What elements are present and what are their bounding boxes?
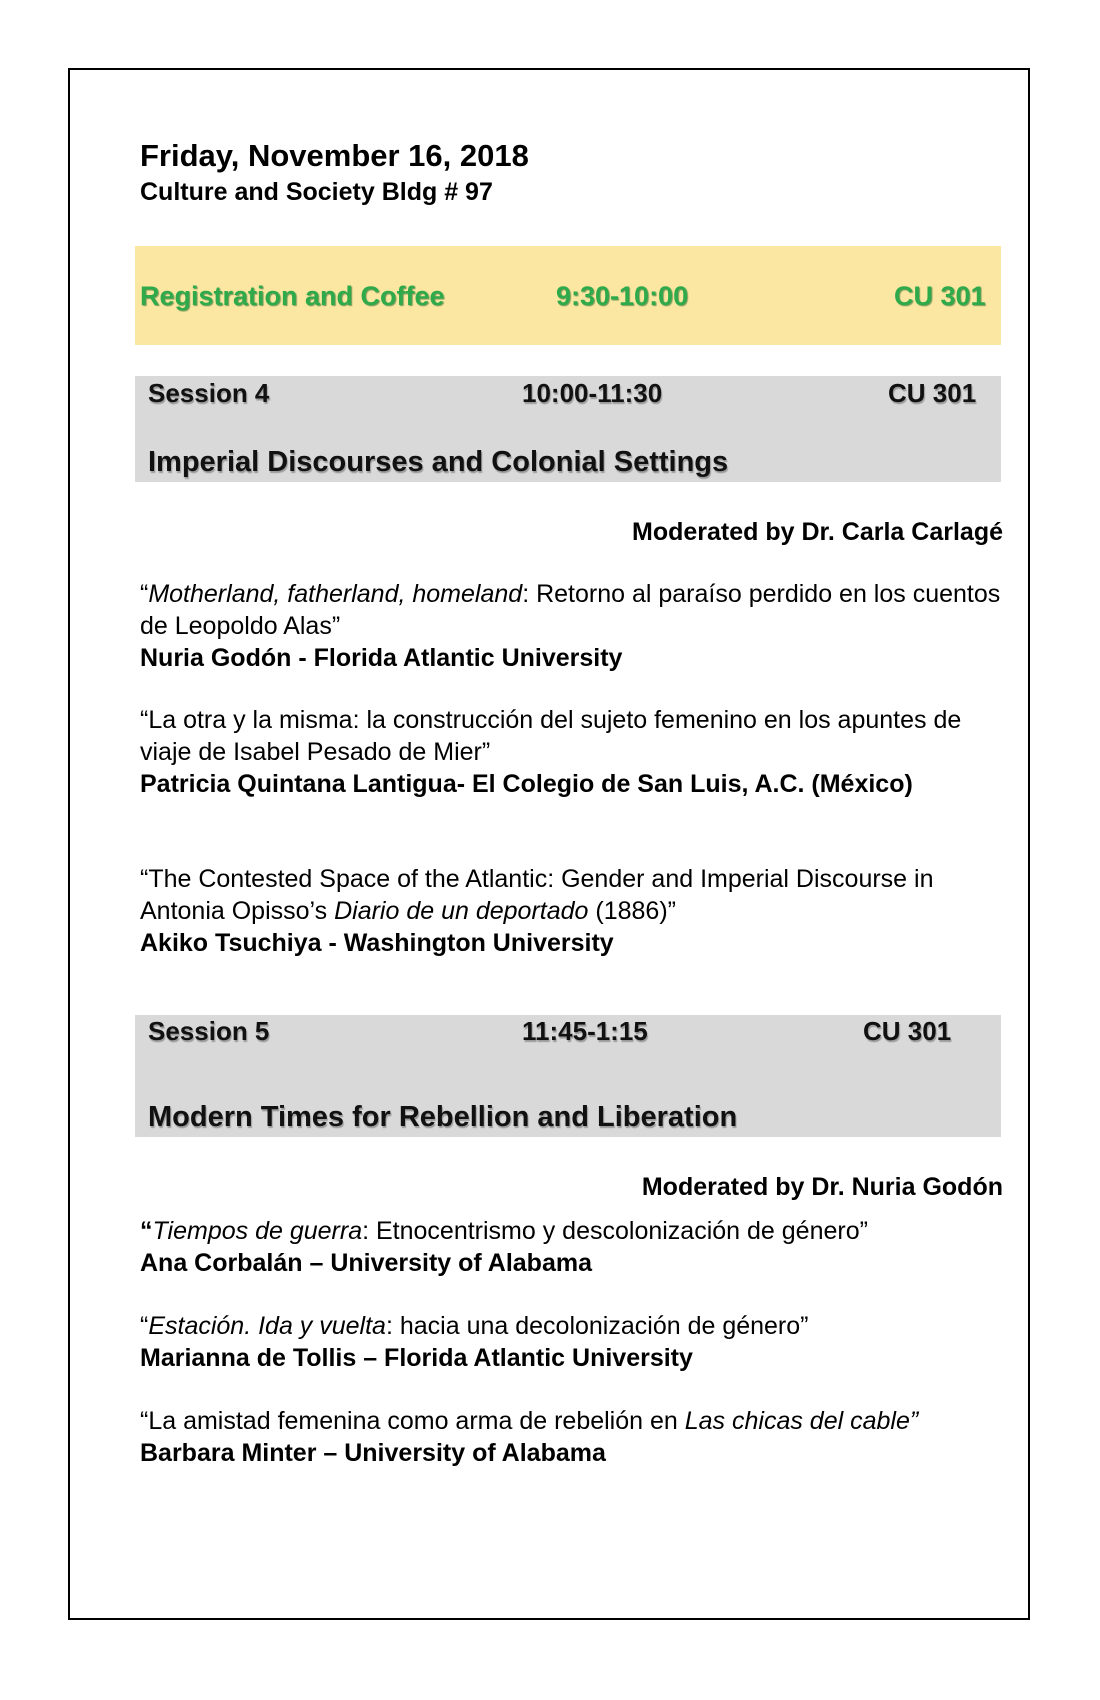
talk-item xyxy=(140,863,1010,959)
talk-author: Nuria Godón - Florida Atlantic University xyxy=(140,644,623,672)
talk-author: Marianna de Tollis – Florida Atlantic University xyxy=(140,1344,693,1372)
talk-title: “The Contested Space of the Atlantic: Gender and Imperial Discourse in Antonia Opisso’s Diario de un deportado (1886)” xyxy=(140,865,934,925)
session-5-moderator: Moderated by Dr. Nuria Godón xyxy=(641,1173,1003,1201)
talk-title: “Estación. Ida y vuelta: hacia una decolonización de género” xyxy=(140,1312,809,1340)
talk-item xyxy=(140,1405,940,1469)
talk-title: “Motherland, fatherland, homeland: Retorno al paraíso perdido en los cuentos de Leopoldo Alas” xyxy=(140,580,1001,640)
talk-item xyxy=(140,704,1010,800)
talk-author: Barbara Minter – University of Alabama xyxy=(140,1439,606,1467)
session-5-label: Session 5 xyxy=(148,1016,270,1046)
talk-title: “La amistad femenina como arma de rebelión en Las chicas del cable” xyxy=(140,1407,919,1435)
registration-room: CU 301 xyxy=(894,281,986,311)
talk-title: “La otra y la misma: la construcción del sujeto femenino en los apuntes de viaje de Isabel Pesado de Mier” xyxy=(140,706,962,766)
talk-item xyxy=(140,1310,1010,1374)
session-5-title: Modern Times for Rebellion and Liberation xyxy=(148,1101,738,1133)
session-5-room: CU 301 xyxy=(863,1016,952,1046)
talk-item xyxy=(140,1215,1010,1279)
talk-author: Ana Corbalán – University of Alabama xyxy=(140,1249,592,1277)
session-4-label: Session 4 xyxy=(148,378,270,408)
session-4-room: CU 301 xyxy=(888,378,977,408)
session-4-title: Imperial Discourses and Colonial Settings xyxy=(148,446,729,478)
talk-author: Akiko Tsuchiya - Washington University xyxy=(140,929,614,957)
registration-label: Registration and Coffee xyxy=(140,281,445,311)
session-4-moderator: Moderated by Dr. Carla Carlagé xyxy=(632,518,1003,546)
session-4-time: 10:00-11:30 xyxy=(522,378,663,408)
registration-time: 9:30-10:00 xyxy=(556,281,689,311)
talk-author: Patricia Quintana Lantigua- El Colegio de San Luis, A.C. (México) xyxy=(140,770,913,798)
building-name: Culture and Society Bldg # 97 xyxy=(140,178,493,206)
talk-title: “Tiempos de guerra: Etnocentrismo y descolonización de género” xyxy=(140,1217,868,1245)
page-date: Friday, November 16, 2018 xyxy=(140,138,529,173)
session-5-time: 11:45-1:15 xyxy=(522,1016,648,1046)
talk-item xyxy=(140,578,1010,674)
